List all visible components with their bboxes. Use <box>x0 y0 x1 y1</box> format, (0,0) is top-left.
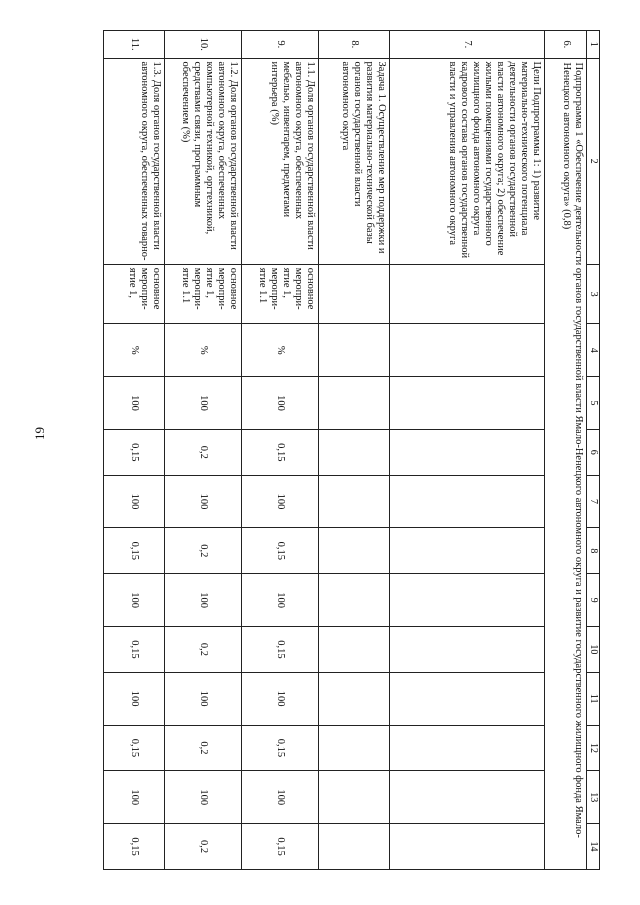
column-number-row <box>587 31 600 870</box>
indicator-text: 1.1. Доля органов государственной власти автономного округа, обеспеченных мебелью, инвентарем, предметами интерьера (%) <box>242 58 319 264</box>
value-cell: 100 <box>242 574 319 627</box>
weight-cell: 0,15 <box>104 725 165 771</box>
empty-cell <box>390 574 545 627</box>
col-header: 10 <box>587 626 600 672</box>
row-number: 8. <box>319 31 390 59</box>
row-number: 11. <box>104 31 165 59</box>
row-number: 6. <box>545 31 587 59</box>
empty-cell <box>319 324 390 377</box>
value-cell: 100 <box>104 574 165 627</box>
col-header: 2 <box>587 58 600 264</box>
goals-row <box>390 31 545 870</box>
col-header: 11 <box>587 672 600 725</box>
value-cell: 100 <box>165 475 242 528</box>
empty-cell <box>319 377 390 430</box>
weight-cell: 0,15 <box>104 429 165 475</box>
unit-cell: % <box>242 324 319 377</box>
value-cell: 100 <box>104 672 165 725</box>
event-text: основное меропри- ятие 1, меропри- ятие 1.1 <box>242 264 319 324</box>
col-header: 4 <box>587 324 600 377</box>
empty-cell <box>390 824 545 870</box>
empty-cell <box>319 264 390 324</box>
col-header: 5 <box>587 377 600 430</box>
weight-cell: 0,15 <box>242 725 319 771</box>
empty-cell <box>319 771 390 824</box>
empty-cell <box>390 475 545 528</box>
col-header: 1 <box>587 31 600 59</box>
row-number: 7. <box>390 31 545 59</box>
goals-text: Цели Подпрограммы 1: 1) развитие материально-технического потенциала деятельности органов государственной власти автономного округа; 2) обеспечение жилыми помещениями государственного жилищного фонда автономного округа кадрового состава органов государственной власти и управления автономного округа <box>390 58 545 264</box>
event-text: основное меропри- ятие 1, меропри- ятие 1.1 <box>165 264 242 324</box>
unit-cell: % <box>104 324 165 377</box>
empty-cell <box>319 574 390 627</box>
value-cell: 100 <box>165 672 242 725</box>
value-cell: 100 <box>165 574 242 627</box>
col-header: 9 <box>587 574 600 627</box>
event-text: основное меропри- ятие 1, <box>104 264 165 324</box>
indicator-row <box>242 31 319 870</box>
col-header: 12 <box>587 725 600 771</box>
empty-cell <box>319 725 390 771</box>
indicator-text: 1.3. Доля органов государственной власти автономного округа, обеспеченных товарно- <box>104 58 165 264</box>
weight-cell: 0,2 <box>165 528 242 574</box>
empty-cell <box>319 429 390 475</box>
weight-cell: 0,15 <box>104 626 165 672</box>
weight-cell: 0,2 <box>165 429 242 475</box>
value-cell: 100 <box>104 377 165 430</box>
empty-cell <box>319 475 390 528</box>
empty-cell <box>390 725 545 771</box>
empty-cell <box>390 771 545 824</box>
empty-cell <box>390 672 545 725</box>
weight-cell: 0,15 <box>104 824 165 870</box>
value-cell: 100 <box>104 771 165 824</box>
value-cell: 100 <box>242 377 319 430</box>
page-number: 19 <box>32 427 47 440</box>
col-header: 6 <box>587 429 600 475</box>
subprogram-row <box>545 31 587 870</box>
subprogram-title: Подпрограмма 1 «Обеспечение деятельности органов государственной власти Ямало-Ненецкого автономного округа и развитие государственного жилищного фонда Ямало-Ненецкого автономного округа» (0,8) <box>545 58 587 870</box>
col-header: 8 <box>587 528 600 574</box>
empty-cell <box>390 377 545 430</box>
indicator-row <box>104 31 165 870</box>
value-cell: 100 <box>242 475 319 528</box>
empty-cell <box>319 528 390 574</box>
value-cell: 100 <box>165 377 242 430</box>
weight-cell: 0,15 <box>242 824 319 870</box>
unit-cell: % <box>165 324 242 377</box>
value-cell: 100 <box>104 475 165 528</box>
row-number: 9. <box>242 31 319 59</box>
task-row <box>319 31 390 870</box>
row-number: 10. <box>165 31 242 59</box>
weight-cell: 0,15 <box>242 429 319 475</box>
empty-cell <box>319 824 390 870</box>
col-header: 13 <box>587 771 600 824</box>
task-text: Задача 1. Осуществление мер поддержки и развития материально-технической базы органов государственной власти автономного округа <box>319 58 390 264</box>
col-header: 14 <box>587 824 600 870</box>
weight-cell: 0,2 <box>165 725 242 771</box>
empty-cell <box>390 528 545 574</box>
indicator-row <box>165 31 242 870</box>
empty-cell <box>390 626 545 672</box>
weight-cell: 0,15 <box>242 626 319 672</box>
empty-cell <box>319 626 390 672</box>
col-header: 3 <box>587 264 600 324</box>
indicator-table <box>103 30 600 870</box>
weight-cell: 0,2 <box>165 626 242 672</box>
col-header: 7 <box>587 475 600 528</box>
weight-cell: 0,15 <box>104 528 165 574</box>
weight-cell: 0,2 <box>165 824 242 870</box>
indicator-table-sheet <box>80 30 600 870</box>
empty-cell <box>390 429 545 475</box>
indicator-text: 1.2. Доля органов государственной власти автономного округа, обеспеченных компьютерной техникой, оргтехникой, средствами связи, программным обеспечением (%) <box>165 58 242 264</box>
empty-cell <box>390 324 545 377</box>
empty-cell <box>390 264 545 324</box>
value-cell: 100 <box>242 672 319 725</box>
empty-cell <box>319 672 390 725</box>
value-cell: 100 <box>165 771 242 824</box>
weight-cell: 0,15 <box>242 528 319 574</box>
value-cell: 100 <box>242 771 319 824</box>
